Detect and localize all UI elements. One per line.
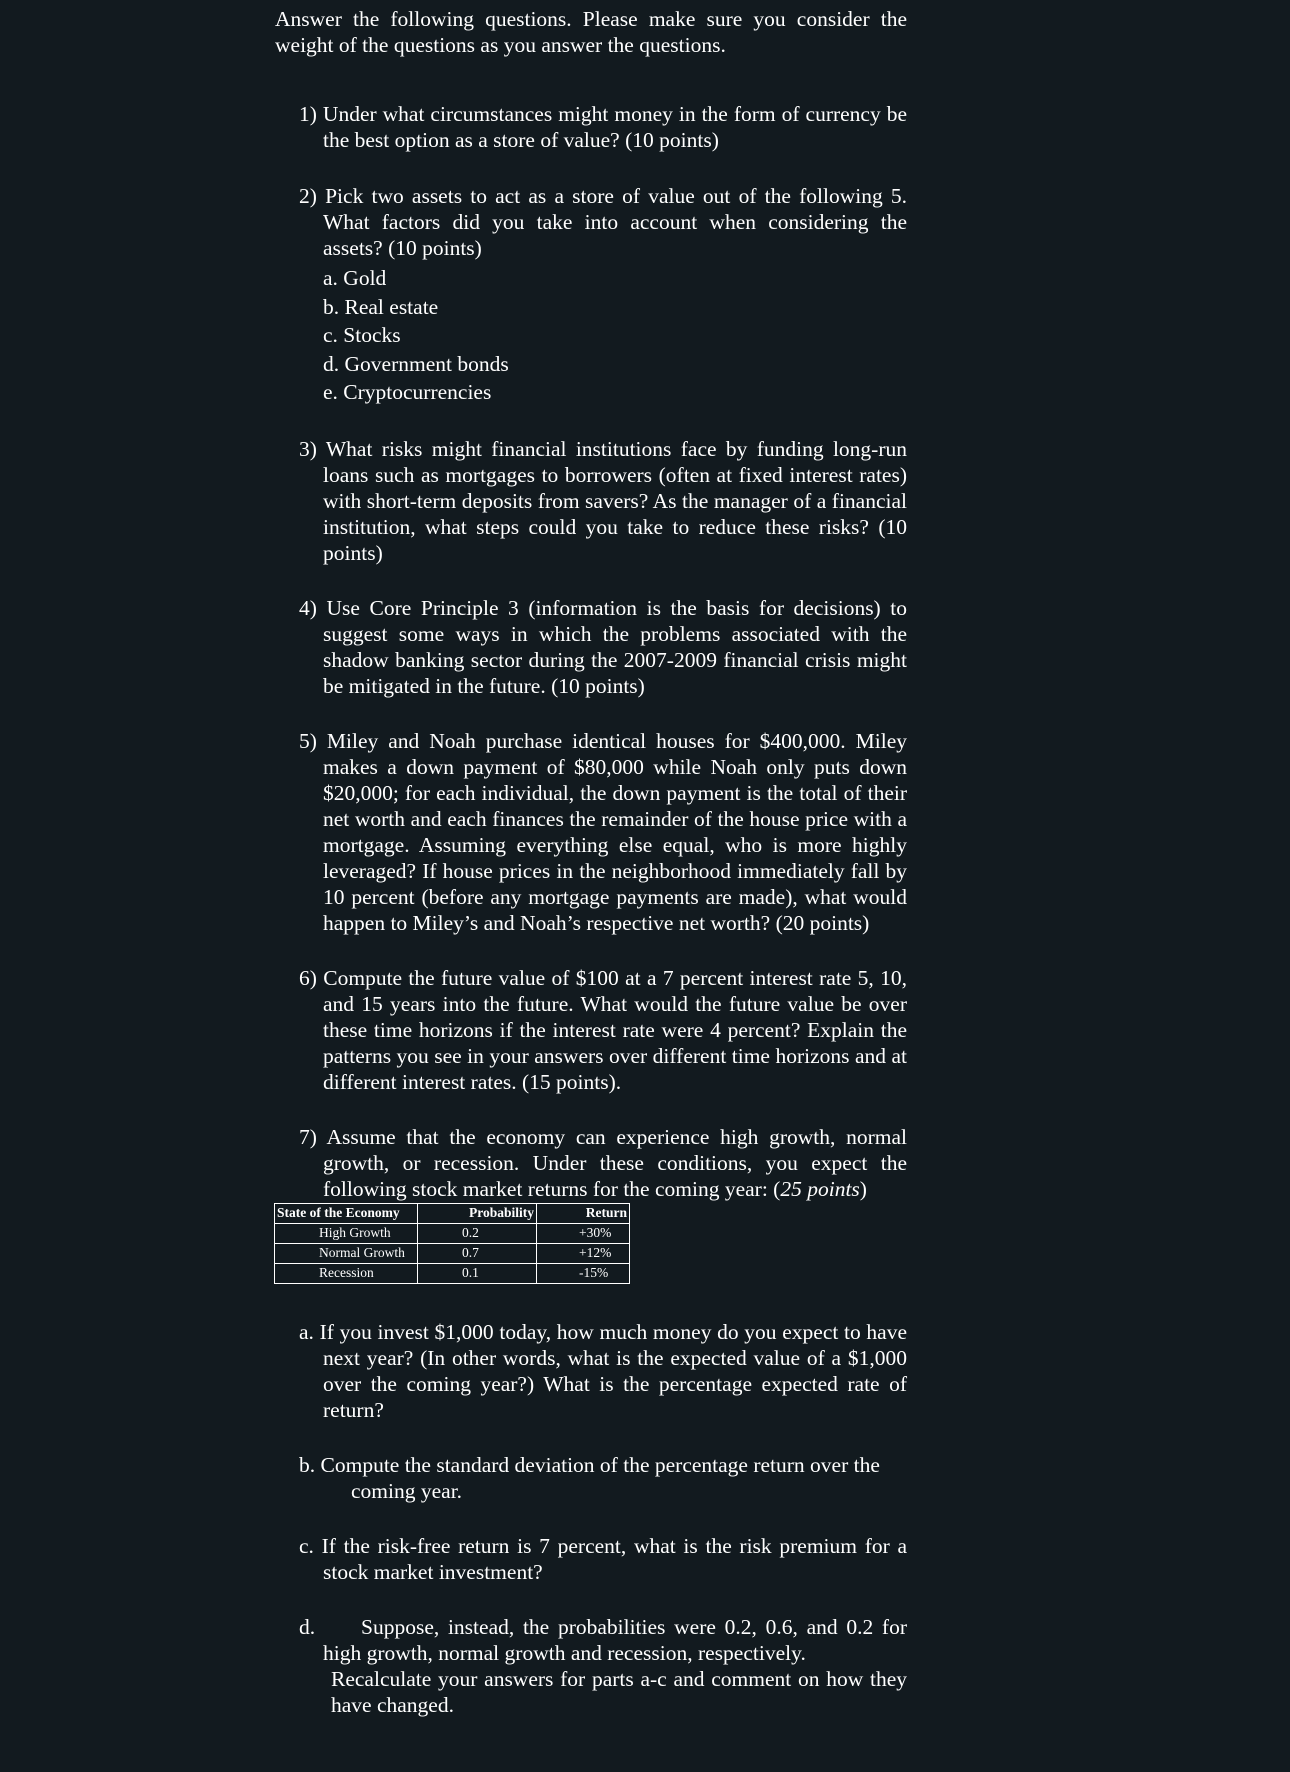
table-row xyxy=(275,1223,630,1243)
cell-return: +12% xyxy=(537,1243,630,1263)
cell-probability: 0.7 xyxy=(418,1243,537,1263)
option-cryptocurrencies: e. Cryptocurrencies xyxy=(323,380,492,404)
question-2 xyxy=(275,183,907,407)
question-text: Miley and Noah purchase identical houses for $400,000. Miley makes a down payment of $80,000 while Noah only puts down $20,000; for each individual, the down payment is the total of their net worth and each finances the remainder of the house price with a mortgage. Assuming everything else equal, who is more highly leveraged? If house prices in the neighborhood immediately fall by 10 percent (before any mortgage payments are made), what would happen to Miley’s and Noah’s respective net worth? (20 points) xyxy=(323,728,907,935)
closing-paren: ) xyxy=(859,1176,867,1201)
subpart-b xyxy=(275,1452,907,1504)
points-label: 25 points xyxy=(780,1176,860,1201)
question-number: 3) xyxy=(299,436,317,461)
cell-state: Normal Growth xyxy=(275,1243,418,1263)
option-gold: a. Gold xyxy=(323,266,387,290)
subpart-d-letter: d. xyxy=(299,1614,316,1639)
question-5 xyxy=(275,728,907,936)
subpart-a: a. If you invest $1,000 today, how much money do you expect to have next year? (In other words, what is the expected value of a $1,000 over the coming year?) What is the percentage expected rate of return? xyxy=(299,1319,907,1422)
question-number: 6) xyxy=(299,965,317,990)
question-text: Use Core Principle 3 (information is the basis for decisions) to suggest some ways in which the problems associated with the shadow banking sector during the 2007-2009 financial crisis might be mitigated in the future. (10 points) xyxy=(323,595,908,698)
question-number: 5) xyxy=(299,728,317,753)
question-text: Assume that the economy can experience high growth, normal growth, or recession. Under these conditions, you expect the following stock market returns for the coming year: ( xyxy=(323,1124,907,1201)
question-4 xyxy=(275,595,907,699)
question-1 xyxy=(275,101,907,153)
option-real-estate: b. Real estate xyxy=(323,294,439,319)
question-number: 2) xyxy=(299,184,317,208)
question-3 xyxy=(275,436,907,566)
cell-probability: 0.2 xyxy=(418,1223,537,1243)
question-text: Under what circumstances might money in the form of currency be the best option as a store of value? (10 points) xyxy=(322,102,908,152)
question-text: Pick two assets to act as a store of value out of the following 5. What factors did you take into account when considering the assets? (10 points) xyxy=(323,184,907,260)
subpart-d xyxy=(275,1614,907,1718)
subpart-b-line2: coming year. xyxy=(351,1478,463,1503)
question-number: 7) xyxy=(299,1124,317,1149)
option-government-bonds: d. Government bonds xyxy=(323,351,509,376)
subpart-d-line1: Suppose, instead, the probabilities were 0.2, 0.6, and 0.2 for high growth, normal growth and recession, respectively. xyxy=(323,1614,907,1665)
subpart-d-line2: Recalculate your answers for parts a-c and comment on how they have changed. xyxy=(331,1666,907,1717)
question-number: 4) xyxy=(299,595,317,620)
asset-options xyxy=(275,264,907,407)
question-text: Compute the future value of $100 at a 7 percent interest rate 5, 10, and 15 years into the future. What would the future value be over these time horizons if the interest rate were 4 percent? Explain the patterns you see in your answers over different time horizons and at different interest rates. (15 points). xyxy=(323,965,907,1094)
question-text: What risks might financial institutions face by funding long-run loans such as mortgages to borrowers (often at fixed interest rates) with short-term deposits from savers? As the manager of a financial institution, what steps could you take to reduce these risks? (10 points) xyxy=(323,436,907,565)
instructions: Answer the following questions. Please make sure you consider the weight of the questions as you answer the questions. xyxy=(275,7,907,57)
table-row xyxy=(275,1243,630,1263)
header-probability: Probability xyxy=(418,1203,537,1223)
cell-return: -15% xyxy=(537,1263,630,1283)
cell-state: Recession xyxy=(275,1263,418,1283)
subpart-c: c. If the risk-free return is 7 percent, what is the risk premium for a stock market investment? xyxy=(299,1533,907,1584)
question-number: 1) xyxy=(299,102,317,126)
cell-state: High Growth xyxy=(275,1223,418,1243)
header-state: State of the Economy xyxy=(275,1203,418,1223)
question-6 xyxy=(275,965,907,1095)
subpart-b-line1: b. Compute the standard deviation of the percentage return over the xyxy=(299,1452,880,1477)
header-return: Return xyxy=(537,1203,630,1223)
question-sheet xyxy=(275,6,907,1718)
cell-probability: 0.1 xyxy=(418,1263,537,1283)
table-row xyxy=(275,1263,630,1283)
returns-table xyxy=(274,1203,630,1284)
question-7 xyxy=(275,1124,907,1202)
option-stocks: c. Stocks xyxy=(323,323,401,347)
cell-return: +30% xyxy=(537,1223,630,1243)
table-header-row xyxy=(275,1203,630,1223)
